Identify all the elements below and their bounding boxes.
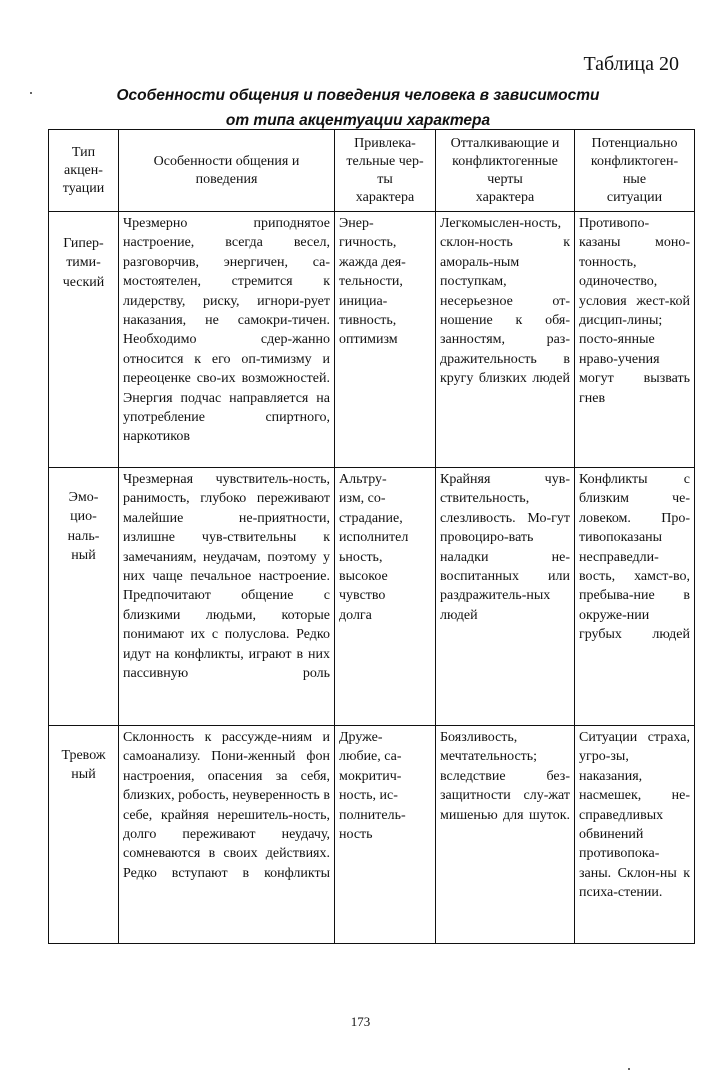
table-row xyxy=(49,726,695,944)
row-repelling: Крайняя чув-ствительность, слезливость. Мо-гут провоциро-вать наладки не-воспитанных или раздражитель-ных людей xyxy=(436,468,575,726)
row-type: Тревож ный xyxy=(49,726,119,944)
row-repelling: Боязливость, мечтательность; вследствие без-защитности слу-жат мишенью для шуток. xyxy=(436,726,575,944)
row-features: Склонность к рассужде-ниям и самоанализу. Пони-женный фон настроения, опасения за себя, близких, робость, неуверенность в себе, крайняя нерешитель-ность, долго переживают неудачу, сомневаются в своих действиях. Редко вступают в конфликты xyxy=(119,726,335,944)
row-attractive: Энер- гичность, жажда дея- тельности, инициа- тивность, оптимизм xyxy=(335,212,436,468)
page-number: 173 xyxy=(350,1014,371,1029)
row-attractive: Друже- любие, са- мокритич- ность, ис- полнитель- ность xyxy=(335,726,436,944)
header-attractive: Привлека- тельные чер- ты характера xyxy=(335,130,436,212)
row-potential: Противопо-казаны моно-тонность, одиночество, условия жест-кой дисцип-лины; посто-янные нраво-учения могут вызвать гнев xyxy=(575,212,695,468)
table-header-row xyxy=(49,130,695,212)
row-attractive: Альтру- изм, со- страдание, исполнител ьность, высокое чувство долга xyxy=(335,468,436,726)
header-potential: Потенциально конфликтоген- ные ситуации xyxy=(575,130,695,212)
table-caption-line-1: Особенности общения и поведения человека в зависимости xyxy=(116,87,600,104)
row-features: Чрезмерно приподнятое настроение, всегда весел, разговорчив, энергичен, са-мостоятелен, стремится к лидерству, риску, игнори-рует наказания, не самокри-тичен. Необходимо сдер-жанно относится к его оп-тимизму и переоценке сво-их возможностей. Энергия подчас направляется на употребление спиртного, наркотиков xyxy=(119,212,335,468)
table-caption-line-2: от типа акцентуации характера xyxy=(225,112,491,129)
row-potential: Конфликты с близким че-ловеком. Про-тивопоказаны несправедли-вость, хамст-во, пребыва-ние в окруже-нии грубых людей xyxy=(575,468,695,726)
row-type: Эмо- цио- наль- ный xyxy=(49,468,119,726)
accentuation-table xyxy=(48,129,695,944)
row-potential: Ситуации страха, угро-зы, наказания, насмешек, не-справедливых обвинений противопока-заны. Склон-ны к психа-стении. xyxy=(575,726,695,944)
row-features: Чрезмерная чувствитель-ность, ранимость, глубоко переживают малейшие не-приятности, излишне чув-ствительны к замечаниям, неудачам, поэтому у них чаще печальное настроение. Предпочитают общение с близкими людьми, которые понимают их с полуслова. Редко идут на конфликты, играют в них пассивную роль xyxy=(119,468,335,726)
row-type: Гипер- тими- ческий xyxy=(49,212,119,468)
row-repelling: Легкомыслен-ность, склон-ность к амораль-ным поступкам, несерьезное от-ношение к обя-занностям, раз-дражительность в кругу близких людей xyxy=(436,212,575,468)
scan-speck xyxy=(628,1068,630,1070)
scan-speck xyxy=(30,92,32,94)
table-row xyxy=(49,212,695,468)
header-type: Тип акцен- туации xyxy=(49,130,119,212)
table-label: Таблица 20 xyxy=(583,53,679,75)
table-row xyxy=(49,468,695,726)
header-features: Особенности общения и поведения xyxy=(119,130,335,212)
header-repelling: Отталкивающие и конфликтогенные черты характера xyxy=(436,130,575,212)
